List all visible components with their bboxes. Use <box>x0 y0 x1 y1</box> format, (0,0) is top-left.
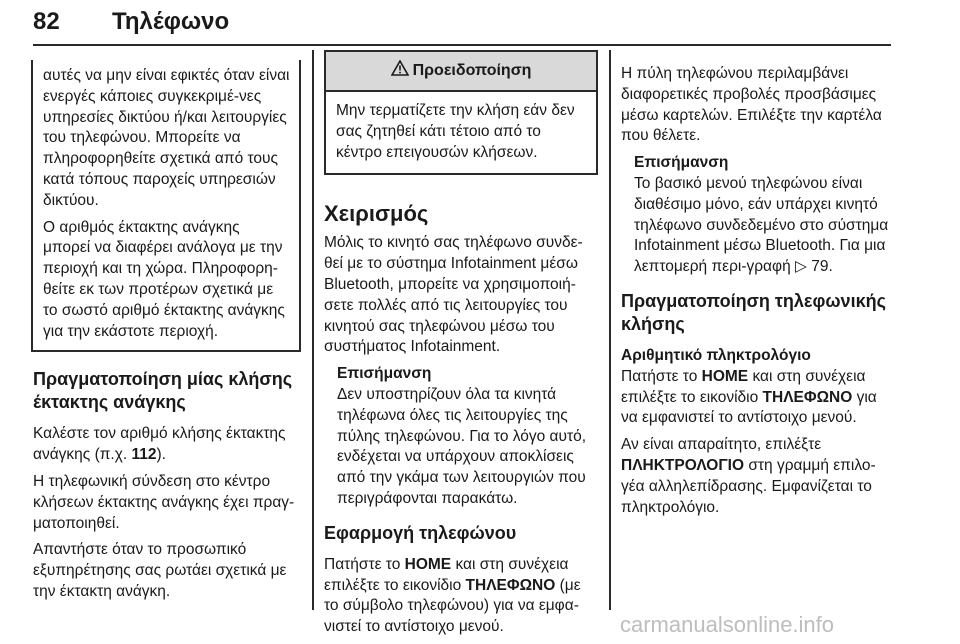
emergency-p1-end: ). <box>156 446 166 464</box>
keypad-text-b: και στη συνέχεια επιλέξτε το εικονίδιο <box>621 367 866 406</box>
watermark: carmanualsonline.info <box>620 612 835 637</box>
keypad-ref: ΠΛΗΚΤΡΟΛΟΓΙΟ <box>621 456 745 474</box>
box-paragraph-1: αυτές να μην είναι εφικτές όταν είναι ενεργές κάποιες συγκεκριμέ-νες υπηρεσίες δικτύου ή/και λειτουργίες του τηλεφώνου. Μπορείτε να πληροφορηθείτε σχετικά από τους κατά τόπους παροχείς υπηρεσιών δικτύου. <box>43 67 290 209</box>
page-ref-arrow-icon: ▷ <box>795 258 807 276</box>
box-paragraph-2: Ο αριθμός έκτακτης ανάγκης μπορεί να διαφέρει ανάλογα με την περιοχή και τη χώρα. Πληροφορη-θείτε εκ των προτέρων σχετικά με το σωστό αριθμό έκτακτης ανάγκης για την εκάστοτε περιοχή. <box>43 218 285 340</box>
keypad-text-a: Πατήστε το <box>621 367 702 385</box>
emergency-call-heading: Πραγματοποίηση μίας κλήσης έκτακτης ανάγκης <box>33 369 293 413</box>
phone-app-heading: Εφαρμογή τηλεφώνου <box>324 522 517 543</box>
warning-box <box>324 50 598 175</box>
operation-heading: Χειρισμός <box>324 201 429 227</box>
phone-icon-ref: ΤΗΛΕΦΩΝΟ <box>762 388 853 406</box>
warning-text: Μην τερματίζετε την κλήση εάν δεν σας ζητηθεί κάτι τέτοιο από το κέντρο επειγουσών κλήσεων. <box>336 102 575 161</box>
keypad-paragraph-2 <box>621 435 891 518</box>
warning-triangle-icon <box>391 60 409 83</box>
column-1 <box>33 50 301 609</box>
warning-title: Προειδοποίηση <box>412 61 532 79</box>
note-text: Δεν υποστηρίζουν όλα τα κινητά τηλέφωνα όλες τις λειτουργίες της πύλης τηλεφώνου. Για το λόγο αυτό, ενδέχεται να υπάρχουν αποκλίσεις από την γκάμα των λειτουργιών που περιγράφονται παρακάτω. <box>337 385 587 507</box>
note-title: Επισήμανση <box>337 365 432 383</box>
keypad-text-e: στη γραμμή επιλο-γέα αλληλεπίδρασης. Εμφανίζεται το πληκτρολόγιο. <box>621 456 876 516</box>
operation-note <box>324 364 598 510</box>
page-ref: 79 <box>811 258 829 276</box>
note-body: Το βασικό μενού τηλεφώνου είναι διαθέσιμο μόνο, εάν υπάρχει κινητό τηλέφωνο συνδεδεμένο στο σύστημα Infotainment μέσω Bluetooth. Για μια λεπτομερή περι-γραφή <box>634 174 889 276</box>
keypad-paragraph-1 <box>621 367 891 429</box>
emergency-info-box <box>31 60 301 352</box>
emergency-paragraph-3: Απαντήστε όταν το προσωπικό εξυπηρέτησης σας ρωτάει σχετικά με την έκτακτη ανάγκη. <box>33 541 287 600</box>
phone-app-text-a: Πατήστε το <box>324 555 405 573</box>
warning-header <box>326 52 596 92</box>
operation-paragraph: Μόλις το κινητό σας τηλέφωνο συνδε-θεί με το σύστημα Infotainment μέσω Bluetooth, μπορείτε να χρησιμοποιή-σετε πολλές από τις λειτουργίες του κινητού σας τηλεφώνου μέσω του συστήματος Infotainment. <box>324 234 583 356</box>
page-number: 82 <box>33 8 60 35</box>
phone-app-paragraph <box>324 555 598 638</box>
tabs-paragraph: Η πύλη τηλεφώνου περιλαμβάνει διαφορετικές προβολές προσβάσιμες μέσω καρτελών. Επιλέξτε την καρτέλα που θέλετε. <box>621 65 882 145</box>
emergency-p1-text: Καλέστε τον αριθμό κλήσης έκτακτης ανάγκης (π.χ. <box>33 425 286 464</box>
emergency-paragraph-2: Η τηλεφωνική σύνδεση στο κέντρο κλήσεων έκτακτης ανάγκης έχει πραγ-ματοποιηθεί. <box>33 472 295 532</box>
keypad-subheading: Αριθμητικό πληκτρολόγιο <box>621 346 811 364</box>
phone-icon-ref: ΤΗΛΕΦΩΝΟ <box>465 576 556 594</box>
phone-app-text-c: (με το σύμβολο τηλεφώνου) για να εμφα-νιστεί το αντίστοιχο μενού. <box>324 576 581 636</box>
page-header <box>0 0 960 44</box>
phone-note <box>621 153 891 278</box>
column-3 <box>621 64 891 524</box>
note-title: Επισήμανση <box>634 154 729 172</box>
column-divider-2 <box>609 50 611 610</box>
page-title: Τηλέφωνο <box>112 8 230 35</box>
keypad-text-d: Αν είναι απαραίτητο, επιλέξτε <box>621 436 822 454</box>
home-button-ref: HOME <box>701 367 749 385</box>
home-button-ref: HOME <box>404 555 452 573</box>
emergency-paragraph-1 <box>33 424 301 466</box>
column-2 <box>324 50 598 644</box>
note-text: Το βασικό μενού τηλεφώνου είναι διαθέσιμο μόνο, εάν υπάρχει κινητό τηλέφωνο συνδεδεμένο στο σύστημα Infotainment μέσω Bluetooth. Για μια λεπτομερή περι-γραφή ▷ 79. <box>634 174 889 276</box>
emergency-number: 112 <box>131 446 157 464</box>
keypad-text-c: για να εμφανιστεί το αντίστοιχο μενού. <box>621 388 877 427</box>
phone-app-text-b: και στη συνέχεια επιλέξτε το εικονίδιο <box>324 555 569 594</box>
make-call-heading: Πραγματοποίηση τηλεφωνικής κλήσης <box>621 290 886 334</box>
column-divider-1 <box>312 50 314 610</box>
header-rule <box>33 44 891 46</box>
